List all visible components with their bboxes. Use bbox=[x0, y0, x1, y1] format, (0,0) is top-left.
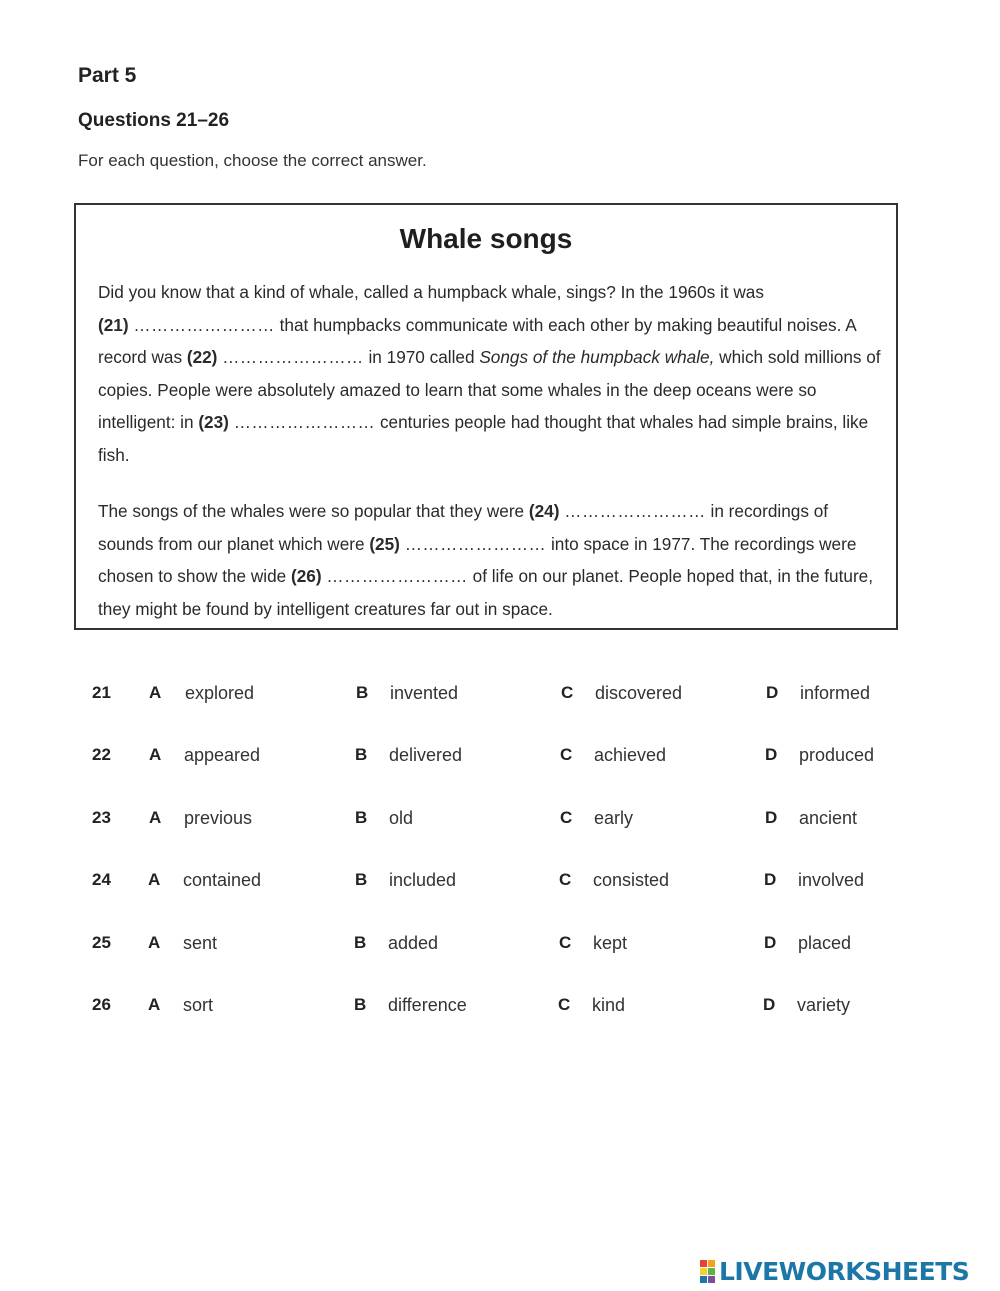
option-b[interactable]: included bbox=[389, 870, 457, 890]
text-segment: which sold millions of copies. People were absolutely amazed to learn that some whales in the deep oceans were so intelligent: in bbox=[98, 347, 881, 432]
option-letter-c: C bbox=[559, 933, 572, 952]
question-number: 23 bbox=[92, 808, 111, 827]
option-d[interactable]: ancient bbox=[799, 808, 858, 828]
option-letter-b: B bbox=[355, 808, 368, 827]
option-c[interactable]: kind bbox=[592, 995, 626, 1015]
option-c[interactable]: discovered bbox=[595, 683, 683, 703]
question-number: 22 bbox=[92, 745, 111, 764]
option-a[interactable]: sent bbox=[183, 933, 218, 953]
option-b[interactable]: invented bbox=[390, 683, 459, 703]
option-c[interactable]: consisted bbox=[593, 870, 670, 890]
logo-block bbox=[700, 1260, 707, 1267]
option-letter-c: C bbox=[559, 870, 572, 889]
gap-number-25: (25) bbox=[369, 533, 400, 554]
option-a[interactable]: previous bbox=[184, 808, 253, 828]
option-letter-c: C bbox=[561, 683, 574, 702]
option-a[interactable]: contained bbox=[183, 870, 262, 890]
option-a[interactable]: appeared bbox=[184, 745, 261, 765]
option-letter-d: D bbox=[763, 995, 776, 1014]
question-row-22 bbox=[0, 745, 1000, 775]
text-segment: in 1970 called bbox=[363, 347, 480, 367]
passage-paragraph-1 bbox=[98, 276, 888, 471]
option-letter-c: C bbox=[558, 995, 571, 1014]
option-letter-a: A bbox=[148, 995, 161, 1014]
question-number: 26 bbox=[92, 995, 111, 1014]
option-letter-c: C bbox=[560, 745, 573, 764]
gap-25[interactable]: …………………… bbox=[404, 533, 547, 554]
option-d[interactable]: produced bbox=[799, 745, 875, 765]
text-segment: The songs of the whales were so popular that they were bbox=[98, 501, 529, 521]
option-letter-d: D bbox=[765, 745, 778, 764]
option-c[interactable]: early bbox=[594, 808, 634, 828]
option-letter-d: D bbox=[765, 808, 778, 827]
text-segment: centuries people had thought that whales had simple brains, like fish. bbox=[98, 412, 869, 465]
question-row-23 bbox=[0, 808, 1000, 838]
gap-23[interactable]: …………………… bbox=[233, 412, 376, 432]
gap-number-21: (21) bbox=[98, 314, 129, 335]
passage-title: Whale songs bbox=[399, 223, 573, 254]
gap-22[interactable]: …………………… bbox=[222, 347, 364, 367]
question-row-26 bbox=[0, 995, 1000, 1025]
logo-block bbox=[708, 1268, 715, 1275]
option-a[interactable]: sort bbox=[183, 995, 214, 1015]
gap-21[interactable]: …………………… bbox=[133, 314, 275, 335]
option-c[interactable]: kept bbox=[593, 933, 628, 953]
option-letter-d: D bbox=[764, 870, 777, 889]
option-c[interactable]: achieved bbox=[594, 745, 667, 765]
text-segment: in recordings of sounds from our planet which were bbox=[98, 501, 829, 554]
option-letter-b: B bbox=[355, 870, 368, 889]
part-title: Part 5 bbox=[78, 64, 137, 87]
question-row-21 bbox=[0, 683, 1000, 713]
option-letter-b: B bbox=[355, 745, 368, 764]
record-title: Songs of the humpback whale, bbox=[479, 347, 715, 367]
option-d[interactable]: variety bbox=[797, 995, 851, 1015]
gap-26[interactable]: …………………… bbox=[326, 566, 468, 586]
logo-block bbox=[700, 1276, 707, 1283]
option-b[interactable]: difference bbox=[388, 995, 467, 1015]
option-d[interactable]: placed bbox=[798, 933, 852, 953]
option-b[interactable]: old bbox=[389, 808, 414, 828]
option-b[interactable]: added bbox=[388, 933, 439, 953]
logo-block bbox=[700, 1268, 707, 1275]
gap-24[interactable]: …………………… bbox=[564, 501, 706, 521]
question-number: 24 bbox=[92, 870, 111, 889]
logo-blocks-icon bbox=[700, 1260, 715, 1283]
option-letter-d: D bbox=[766, 683, 779, 702]
option-letter-b: B bbox=[354, 933, 367, 952]
gap-number-22: (22) bbox=[186, 347, 218, 367]
option-a[interactable]: explored bbox=[185, 683, 255, 703]
liveworksheets-logo[interactable] bbox=[700, 1256, 969, 1286]
option-letter-a: A bbox=[149, 808, 162, 827]
instructions: For each question, choose the correct answer. bbox=[78, 151, 427, 170]
text-segment: into space in 1977. The recordings were chosen to show the wide bbox=[98, 533, 857, 586]
option-b[interactable]: delivered bbox=[389, 745, 463, 765]
option-letter-a: A bbox=[148, 870, 161, 889]
passage-box bbox=[74, 203, 898, 630]
logo-text: LIVEWORKSHEETS bbox=[719, 1256, 970, 1286]
text-segment: Did you know that a kind of whale, called a humpback whale, sings? In the 1960s it was bbox=[98, 282, 764, 302]
gap-number-24: (24) bbox=[528, 501, 560, 521]
option-letter-c: C bbox=[560, 808, 573, 827]
question-row-25 bbox=[0, 933, 1000, 963]
gap-number-26: (26) bbox=[291, 566, 322, 586]
gap-number-23: (23) bbox=[198, 412, 229, 432]
logo-block bbox=[708, 1260, 715, 1267]
option-letter-b: B bbox=[354, 995, 367, 1014]
option-letter-d: D bbox=[764, 933, 777, 952]
option-d[interactable]: informed bbox=[800, 683, 871, 703]
option-letter-a: A bbox=[148, 933, 161, 952]
passage-paragraph-2 bbox=[98, 495, 888, 625]
question-number: 25 bbox=[92, 933, 111, 952]
logo-block bbox=[708, 1276, 715, 1283]
text-segment: that humpbacks communicate with each other by making beautiful noises. A record was bbox=[98, 314, 856, 367]
question-number: 21 bbox=[92, 683, 111, 702]
option-letter-a: A bbox=[149, 745, 162, 764]
option-letter-a: A bbox=[149, 683, 162, 702]
option-letter-b: B bbox=[356, 683, 369, 702]
question-row-24 bbox=[0, 870, 1000, 900]
text-segment: of life on our planet. People hoped that, in the future, they might be found by intelligent creatures far out in space. bbox=[98, 566, 874, 619]
questions-heading: Questions 21–26 bbox=[78, 110, 230, 131]
option-d[interactable]: involved bbox=[798, 870, 865, 890]
